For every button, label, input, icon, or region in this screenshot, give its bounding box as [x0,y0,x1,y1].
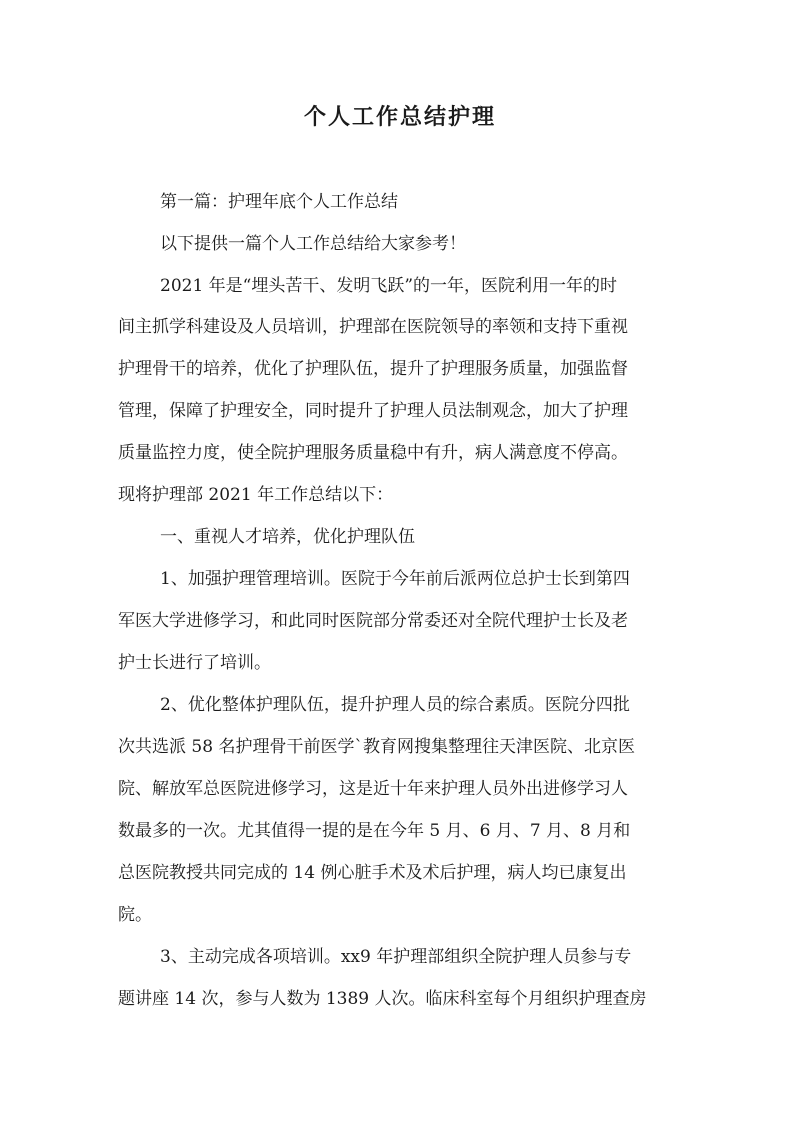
paragraph-line: 题讲座 14 次，参与人数为 1389 人次。临床科室每个月组织护理查房 [118,989,647,1009]
paragraph-line: 护士长进行了培训。 [118,653,271,673]
section-heading-1: 第一篇：护理年底个人工作总结 [160,192,398,212]
document-title: 个人工作总结护理 [303,104,496,130]
paragraph-line: 1、加强护理管理培训。医院于今年前后派两位总护士长到第四 [160,569,630,589]
paragraph-line: 数最多的一次。尤其值得一提的是在今年 5 月、6 月、7 月、8 月和 [118,821,631,841]
paragraph-line: 间主抓学科建设及人员培训，护理部在医院领导的率领和支持下重视 [118,317,628,337]
paragraph-line: 院。 [118,905,152,925]
paragraph-line: 2021 年是“埋头苦干、发明飞跃”的一年，医院利用一年的时 [160,276,618,296]
paragraph-line: 质量监控力度，使全院护理服务质量稳中有升，病人满意度不停高。 [118,443,628,463]
paragraph-line: 2、优化整体护理队伍，提升护理人员的综合素质。医院分四批 [160,695,630,715]
paragraph-line: 现将护理部 2021 年工作总结以下： [118,485,394,505]
paragraph-line: 军医大学进修学习，和此同时医院部分常委还对全院代理护士长及老 [118,611,628,631]
paragraph-line: 次共选派 58 名护理骨干前医学`教育网搜集整理往天津医院、北京医 [118,737,635,757]
paragraph-line: 管理，保障了护理安全，同时提升了护理人员法制观念，加大了护理 [118,401,628,421]
paragraph-line: 总医院教授共同完成的 14 例心脏手术及术后护理，病人均已康复出 [118,863,627,883]
paragraph-line: 院、解放军总医院进修学习，这是近十年来护理人员外出进修学习人 [118,779,628,799]
section-heading-2: 一、重视人才培养，优化护理队伍 [160,527,415,547]
intro-line: 以下提供一篇个人工作总结给大家参考！ [160,234,466,254]
paragraph-line: 3、主动完成各项培训。xx9 年护理部组织全院护理人员参与专 [160,947,632,967]
paragraph-line: 护理骨干的培养，优化了护理队伍，提升了护理服务质量，加强监督 [118,359,628,379]
